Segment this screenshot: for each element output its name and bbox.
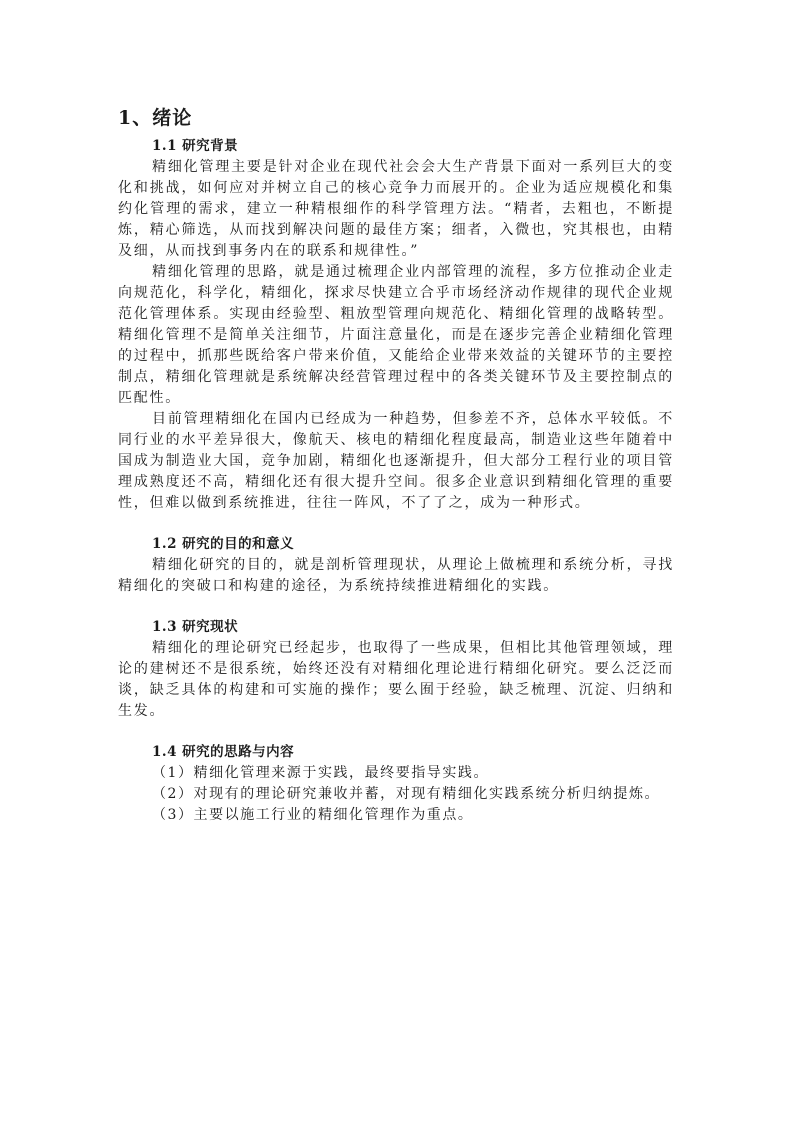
section-heading: 1.2 研究的目的和意义 <box>152 536 295 552</box>
section-heading: 1.1 研究背景 <box>152 138 239 154</box>
section-heading: 1.3 研究现状 <box>152 619 239 635</box>
paragraph: 精细化研究的目的，就是剖析管理现状，从理论上做梳理和系统分析，寻找精细化的突破口和构建的途径，为系统持续推进精细化的实践。 <box>118 557 674 594</box>
paragraph: 精细化管理的思路，就是通过梳理企业内部管理的流程，多方位推动企业走向规范化，科学化，精细化，探求尽快建立合乎市场经济动作规律的现代企业规范化管理体系。实现由经验型、粗放型管理向规范化、精细化管理的战略转型。精细化管理不是简单关注细节，片面注意量化，而是在逐步完善企业精细化管理的过程中，抓那些既给客户带来价值，又能给企业带来效益的关键环节的主要控制点，精细化管理就是系统解决经营管理过程中的各类关键环节及主要控制点的匹配性。 <box>118 264 674 406</box>
chapter-title: 1、绪论 <box>118 107 193 129</box>
section-research-background <box>118 136 674 514</box>
list-item: （3）主要以施工行业的精细化管理作为重点。 <box>152 807 474 823</box>
section-heading: 1.4 研究的思路与内容 <box>152 744 295 760</box>
list-item: （1）精细化管理来源于实践，最终要指导实践。 <box>152 765 490 781</box>
paragraph: 精细化的理论研究已经起步，也取得了一些成果，但相比其他管理领域，理论的建树还不是很系统，始终还没有对精细化理论进行精细化研究。要么泛泛而谈，缺乏具体的构建和可实施的操作；要么囿于经验，缺乏梳理、沉淀、归纳和生发。 <box>118 640 674 719</box>
list-item: （2）对现有的理论研究兼收并蓄，对现有精细化实践系统分析归纳提炼。 <box>152 786 661 802</box>
section-research-status <box>118 617 674 722</box>
paragraph: 精细化管理主要是针对企业在现代社会会大生产背景下面对一系列巨大的变化和挑战，如何应对并树立自己的核心竞争力而展开的。企业为适应规模化和集约化管理的需求，建立一种精根细作的科学管理方法。“精者，去粗也，不断提炼，精心筛选，从而找到解决问题的最佳方案；细者，入微也，究其根也，由精及细，从而找到事务内在的联系和规律性。” <box>118 159 674 259</box>
paragraph: 目前管理精细化在国内已经成为一种趋势，但参差不齐，总体水平较低。不同行业的水平差异很大，像航天、核电的精细化程度最高，制造业这些年随着中国成为制造业大国，竞争加剧，精细化也逐渐提升，但大部分工程行业的项目管理成熟度还不高，精细化还有很大提升空间。很多企业意识到精细化管理的重要性，但难以做到系统推进，往往一阵风，不了了之，成为一种形式。 <box>118 411 674 511</box>
section-research-approach <box>118 742 674 826</box>
section-research-purpose <box>118 534 674 597</box>
document-page <box>118 104 674 826</box>
